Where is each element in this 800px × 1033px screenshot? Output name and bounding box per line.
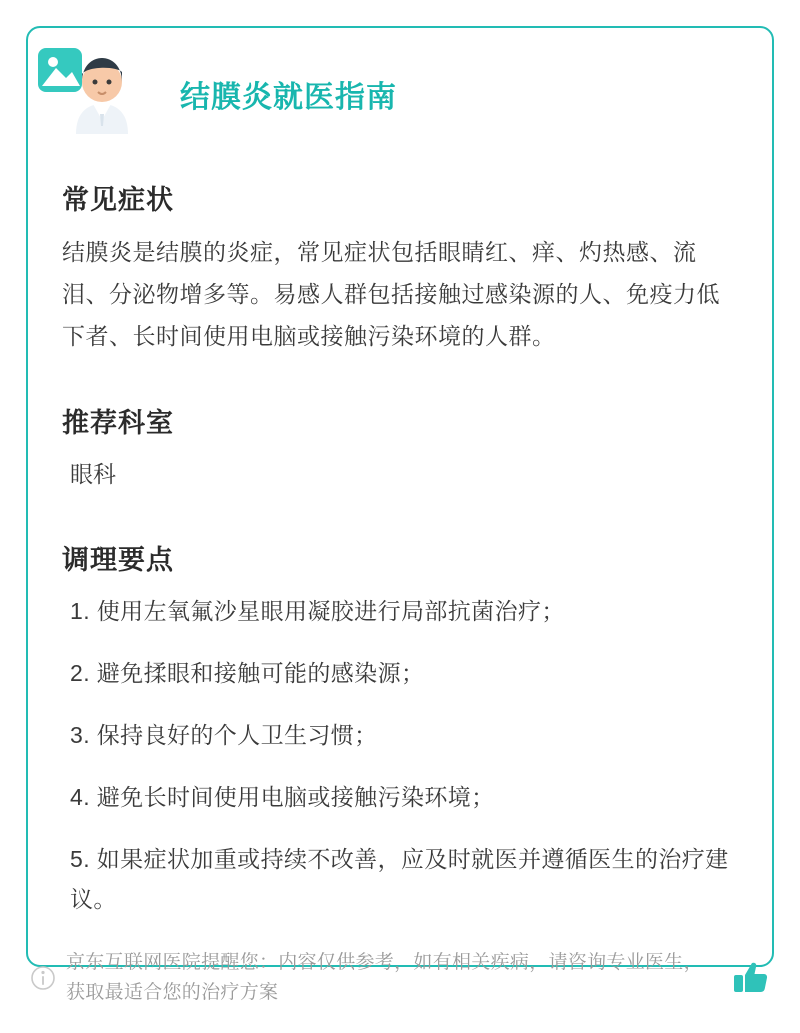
info-circle-icon bbox=[26, 961, 60, 995]
page-title: 结膜炎就医指南 bbox=[180, 81, 397, 114]
list-item: 4. 避免长时间使用电脑或接触污染环境； bbox=[70, 784, 495, 810]
guide-card bbox=[26, 26, 774, 967]
section-heading-department: 推荐科室 bbox=[62, 408, 174, 438]
footer-text: 京东互联网医院提醒您：内容仅供参考，如有相关疾病，请咨询专业医生，获取最适合您的治疗方案 bbox=[66, 952, 703, 1003]
footer-disclaimer bbox=[26, 941, 774, 1015]
list-item: 1. 使用左氧氟沙星眼用凝胶进行局部抗菌治疗； bbox=[70, 598, 565, 624]
section-body-symptoms: 结膜炎是结膜的炎症，常见症状包括眼睛红、痒、灼热感、流泪、分泌物增多等。易感人群包括接触过感染源的人、免疫力低下者、长时间使用电脑或接触污染环境的人群。 bbox=[62, 239, 720, 349]
care-points-list bbox=[62, 591, 738, 919]
list-item: 2. 避免揉眼和接触可能的感染源； bbox=[70, 660, 425, 686]
section-heading-care-points: 调理要点 bbox=[62, 545, 174, 575]
doctor-avatar-icon bbox=[36, 42, 156, 138]
list-item: 3. 保持良好的个人卫生习惯； bbox=[70, 722, 378, 748]
list-item: 5. 如果症状加重或持续不改善，应及时就医并遵循医生的治疗建议。 bbox=[70, 846, 729, 912]
thumbs-up-icon[interactable] bbox=[730, 958, 770, 998]
section-body-department: 眼科 bbox=[70, 461, 116, 487]
section-heading-symptoms: 常见症状 bbox=[62, 185, 174, 215]
